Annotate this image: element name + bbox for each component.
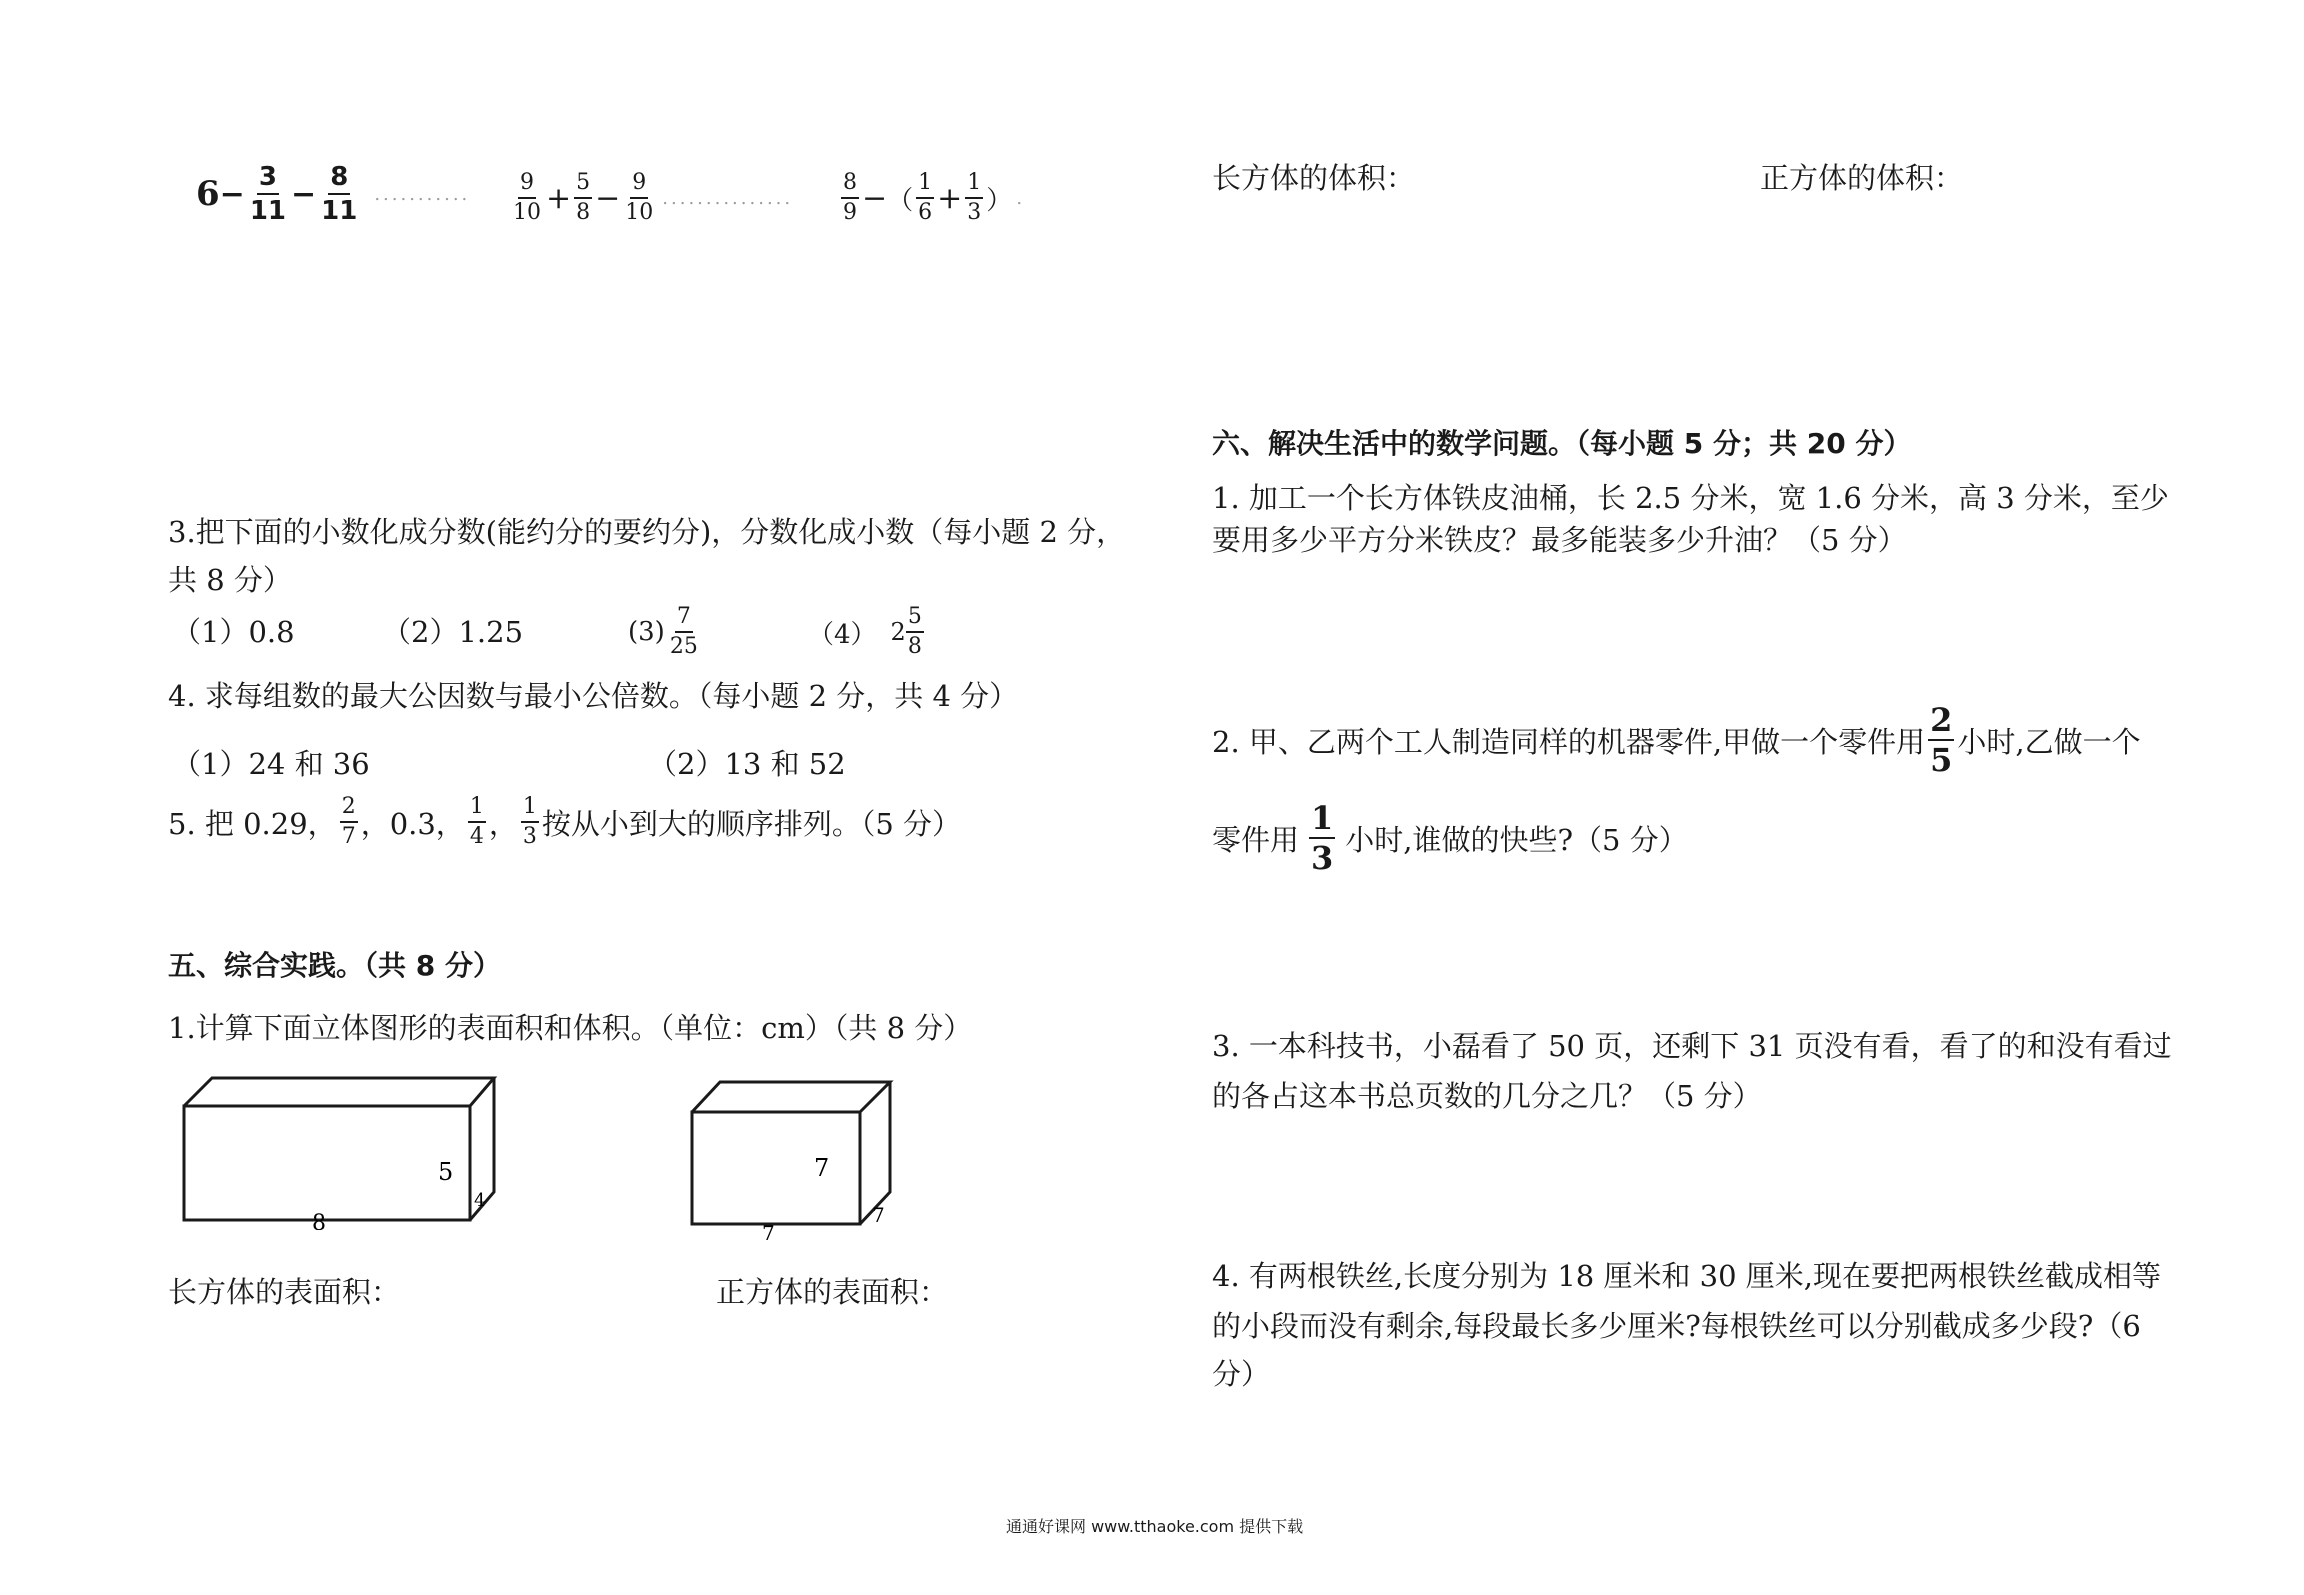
q3-item-3: (3) $\frac{7}{25}$: [628, 604, 698, 659]
cube-top-face: [692, 1082, 890, 1112]
fraction: $\frac{1}{4}$: [469, 794, 484, 849]
cube-height-label: 7: [814, 1154, 830, 1182]
fraction: $\frac{8}{11}$: [321, 162, 358, 226]
fraction: $\frac{1}{3}$: [967, 170, 982, 225]
q3-line2: 共 8 分）: [168, 563, 292, 597]
calc-row: [196, 158, 470, 230]
fraction: $\frac{9}{10}$: [625, 170, 654, 225]
fraction: $\frac{1}{6}$: [918, 170, 933, 225]
cuboid-volume-label: 长方体的体积：: [1212, 161, 1416, 195]
cuboid-top-face: [184, 1078, 494, 1106]
section-6-title: 六、解决生活中的数学问题。（每小题 5 分；共 20 分）: [1212, 427, 1912, 460]
q3-item-2: （2）1.25: [382, 615, 524, 649]
problem-3-line1: 3. 一本科技书，小磊看了 50 页，还剩下 31 页没有看，看了的和没有看过: [1212, 1029, 2172, 1063]
cuboid-figure: [176, 1070, 506, 1230]
cube-front-face: [692, 1112, 860, 1224]
q4-item-2: （2）13 和 52: [648, 747, 846, 781]
fraction: $\frac{9}{10}$: [513, 170, 541, 225]
section-5-q1: 1.计算下面立体图形的表面积和体积。（单位：cm）（共 8 分）: [168, 1011, 973, 1045]
q3-item-1: （1）0.8: [172, 615, 295, 649]
expr-1: 6 − $\frac{3}{11}$ − $\frac{8}{11}$ ...........: [196, 162, 471, 226]
problem-1-line2: 要用多少平方分米铁皮？最多能装多少升油？（5 分）: [1212, 523, 1907, 557]
cuboid-surface-area-label: 长方体的表面积：: [168, 1275, 401, 1309]
cuboid-front-face: [184, 1106, 470, 1220]
q4-item-1: （1）24 和 36: [172, 747, 370, 781]
cube-surface-area-label: 正方体的表面积：: [716, 1275, 949, 1309]
expr-3: $\frac{8}{9}$ − （ $\frac{1}{6}$ + $\frac{1}{3}$ ） .: [843, 170, 1026, 225]
fraction: $\frac{2}{7}$: [341, 794, 356, 849]
cuboid-width-label: 4: [474, 1190, 486, 1211]
expr-2: $\frac{9}{10}$ + $\frac{5}{8}$ − $\frac{9}{10}$ ...............: [513, 170, 794, 225]
leader-dots: ...............: [662, 187, 794, 209]
cube-length-label: 7: [762, 1221, 775, 1240]
fraction: $\frac{2}{5}$: [1930, 701, 1953, 779]
problem-4-line2: 的小段而没有剩余,每段最长多少厘米?每根铁丝可以分别截成多少段?（6: [1212, 1309, 2141, 1343]
problem-4-line3: 分）: [1212, 1357, 1271, 1391]
cube-figure: [686, 1070, 906, 1240]
q3-line1: 3.把下面的小数化成分数(能约分的要约分)，分数化成小数（每小题 2 分，: [168, 515, 1126, 549]
fraction: $\frac{7}{25}$: [669, 604, 698, 659]
cuboid-height-label: 5: [438, 1158, 454, 1186]
fraction: $\frac{8}{9}$: [843, 170, 857, 225]
cube-width-label: 7: [872, 1203, 885, 1227]
q5-line: 5. 把 0.29， $\frac{2}{7}$ ，0.3， $\frac{1}{4}$ ， $\frac{1}{3}$ 按从小到大的顺序排列。（5 分）: [168, 794, 961, 849]
problem-3-line2: 的各占这本书总页数的几分之几？（5 分）: [1212, 1079, 1762, 1113]
problem-1-line1: 1. 加工一个长方体铁皮油桶，长 2.5 分米，宽 1.6 分米，高 3 分米，至少: [1212, 481, 2169, 515]
q3-items: [168, 600, 968, 664]
section-5-title: 五、综合实践。（共 8 分）: [168, 949, 501, 982]
fraction: $\frac{5}{8}$: [907, 604, 922, 659]
fraction: $\frac{5}{8}$: [576, 170, 591, 225]
cuboid-length-label: 8: [312, 1211, 326, 1230]
footer-credit: 通通好课网 www.tthaoke.com 提供下载: [1006, 1517, 1304, 1536]
cube-volume-label: 正方体的体积：: [1760, 161, 1964, 195]
problem-4-line1: 4. 有两根铁丝,长度分别为 18 厘米和 30 厘米,现在要把两根铁丝截成相等: [1212, 1259, 2162, 1293]
problem-2-line2: 零件用 $\frac{1}{3}$ 小时,谁做的快些?（5 分）: [1212, 799, 1688, 877]
fraction: $\frac{3}{11}$: [249, 162, 286, 226]
problem-2-line1: 2. 甲、乙两个工人制造同样的机器零件,甲做一个零件用 $\frac{2}{5}$ 小时,乙做一个: [1212, 701, 2141, 779]
q3-item-4: （4） 2 $\frac{5}{8}$: [808, 604, 922, 659]
q4-title: 4. 求每组数的最大公因数与最小公倍数。（每小题 2 分，共 4 分）: [168, 679, 1019, 713]
fraction: $\frac{1}{3}$: [522, 794, 537, 849]
fraction: $\frac{1}{3}$: [1311, 799, 1334, 877]
leader-dots: ...........: [374, 183, 471, 205]
